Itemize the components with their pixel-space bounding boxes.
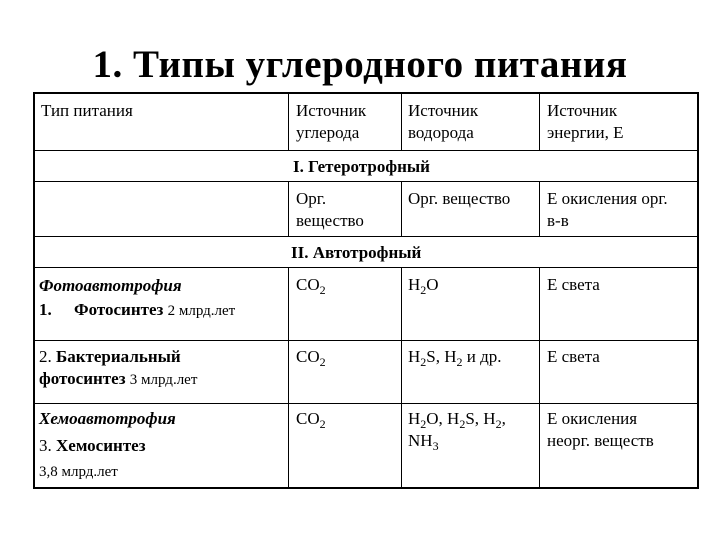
column-divider: [539, 267, 540, 487]
column-divider: [288, 181, 289, 236]
header-hydrogen-source: Источник водорода: [408, 101, 479, 142]
bacterial-photosynthesis-hydrogen: $H_2S$, $H_2$ и др.: [408, 347, 502, 369]
column-divider: [401, 94, 402, 150]
row-divider: [35, 181, 697, 182]
photosynthesis-energy: Е света: [547, 275, 600, 294]
photosynthesis-hydrogen: $H_2O$: [408, 275, 439, 297]
heterotrophic-carbon-source: Орг. вещество: [296, 189, 364, 230]
bacterial-photosynthesis-energy: Е света: [547, 347, 600, 366]
row-divider: [35, 236, 697, 237]
column-divider: [288, 94, 289, 150]
row-divider: [35, 150, 697, 151]
photosynthesis-type: Фотоавтотрофия 1. Фотосинтез 2 млрд.лет: [39, 276, 236, 319]
row-divider: [35, 403, 697, 404]
slide-title: 1. Типы углеродного питания: [92, 43, 628, 86]
row-divider: [35, 267, 697, 268]
header-energy-source: Источник энергии, Е: [547, 101, 624, 142]
chemosynthesis-energy: Е окисления неорг. веществ: [547, 409, 654, 450]
carbon-nutrition-table: [33, 92, 699, 489]
bacterial-photosynthesis-carbon: $CO_2$: [296, 347, 326, 369]
heterotrophic-energy-source: Е окисления орг. в-в: [547, 189, 668, 230]
column-divider: [401, 267, 402, 487]
header-type: Тип питания: [41, 101, 133, 120]
chemosynthesis-hydrogen: $H_2O$, $H_2S$, $H_2$, $NH_3$: [408, 409, 506, 453]
photosynthesis-carbon: $CO_2$: [296, 275, 326, 297]
section-autotrophic-title: II. Автотрофный: [291, 243, 422, 262]
column-divider: [539, 94, 540, 150]
column-divider: [539, 181, 540, 236]
column-divider: [288, 267, 289, 487]
row-divider: [35, 340, 697, 341]
header-carbon-source: Источник углерода: [296, 101, 367, 142]
chemosynthesis-type: Хемоавтотрофия 3. Хемосинтез 3,8 млрд.лет: [39, 409, 176, 480]
heterotrophic-hydrogen-source: Орг. вещество: [408, 189, 511, 208]
section-heterotrophic-title: I. Гетеротрофный: [293, 157, 430, 176]
chemosynthesis-carbon: $CO_2$: [296, 409, 326, 431]
column-divider: [401, 181, 402, 236]
bacterial-photosynthesis-type: 2. Бактериальный фотосинтез 3 млрд.лет: [39, 347, 198, 388]
